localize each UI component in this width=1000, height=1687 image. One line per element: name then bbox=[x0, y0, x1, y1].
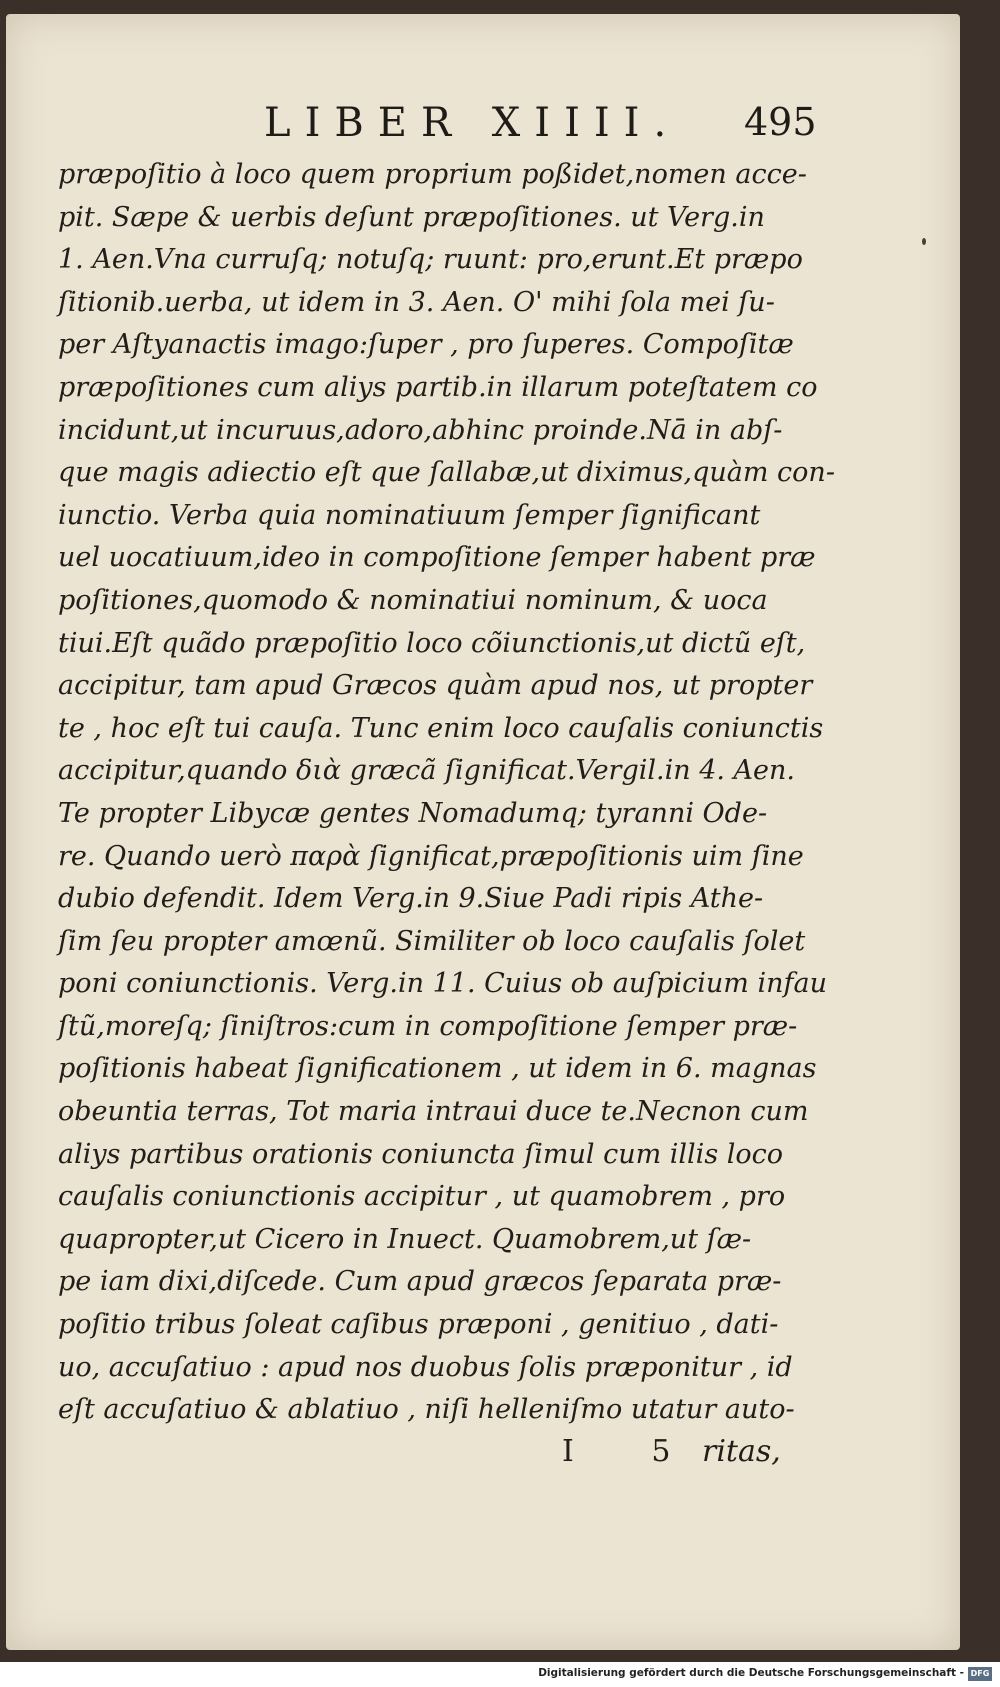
text-line: uel uocatiuum,ideo in compoſitione ſemper habent præ bbox=[58, 542, 816, 574]
credit-bar bbox=[0, 1662, 1000, 1687]
text-line: poſitiones,quomodo & nominatiui nominum, & uoca bbox=[58, 584, 768, 616]
text-line: ſtũ,moreſq; ſiniſtros:cum in compoſitione ſemper præ- bbox=[58, 1010, 798, 1042]
text-line: ſitionib.uerba, ut idem in 3. Aen. O' mihi ſola mei ſu- bbox=[58, 286, 775, 318]
text-line: obeuntia terras, Tot maria intraui duce te.Necnon cum bbox=[58, 1096, 809, 1128]
body-text bbox=[58, 154, 835, 1432]
dfg-logo: DFG bbox=[968, 1667, 992, 1681]
text-line: quapropter,ut Cicero in Inuect. Quamobrem,ut ſæ- bbox=[58, 1223, 752, 1255]
catchword: ritas, bbox=[702, 1434, 781, 1469]
text-line: pit. Sæpe & uerbis deſunt præpoſitiones. ut Verg.in bbox=[58, 201, 765, 233]
page-footer bbox=[6, 1434, 960, 1478]
text-line: uo, accuſatiuo : apud nos duobus ſolis præponitur , id bbox=[58, 1351, 793, 1383]
text-line: accipitur, tam apud Græcos quàm apud nos, ut propter bbox=[58, 670, 813, 702]
ink-speck bbox=[922, 238, 926, 245]
text-line: dubio defendit. Idem Verg.in 9.Siue Padi ripis Athe- bbox=[58, 883, 764, 915]
text-line: que magis adiectio eſt que ſallabæ,ut diximus,quàm con- bbox=[58, 457, 835, 489]
text-line: re. Quando uerò παρὰ ſignificat,præpoſitionis uim ſine bbox=[58, 840, 804, 872]
text-line: tiui.Eſt quãdo præpoſitio loco cõiunctionis,ut dictũ eſt, bbox=[58, 627, 806, 659]
text-line: pe iam dixi,diſcede. Cum apud græcos ſeparata præ- bbox=[58, 1266, 782, 1298]
signature-mark: I 5 bbox=[562, 1434, 705, 1469]
text-line: ſim ſeu propter amœnũ. Similiter ob loco cauſalis ſolet bbox=[58, 925, 806, 957]
text-line: eſt accuſatiuo & ablatiuo , niſi helleniſmo utatur auto- bbox=[58, 1394, 795, 1426]
text-line: poni coniunctionis. Verg.in 11. Cuius ob auſpicium infau bbox=[58, 968, 827, 1000]
text-line: te , hoc eſt tui cauſa. Tunc enim loco cauſalis coniunctis bbox=[58, 712, 824, 744]
book-page bbox=[6, 14, 960, 1650]
text-line: poſitio tribus ſoleat caſibus præponi , genitiuo , dati- bbox=[58, 1309, 779, 1341]
credit-text: Digitalisierung gefördert durch die Deutsche Forschungsgemeinschaft - bbox=[538, 1667, 964, 1679]
text-line: incidunt,ut incuruus,adoro,abhinc proinde.Nā in abſ- bbox=[58, 414, 783, 446]
text-line: cauſalis coniunctionis accipitur , ut quamobrem , pro bbox=[58, 1181, 786, 1213]
folio-number: 495 bbox=[744, 100, 817, 144]
page-header bbox=[6, 100, 960, 150]
text-line: aliys partibus orationis coniuncta ſimul cum illis loco bbox=[58, 1138, 784, 1170]
text-line: 1. Aen.Vna curruſq; notuſq; ruunt: pro,erunt.Et præpo bbox=[58, 244, 803, 276]
text-line: poſitionis habeat ſignificationem , ut idem in 6. magnas bbox=[58, 1053, 817, 1085]
running-title: LIBER XIIII. bbox=[264, 100, 681, 146]
text-line: iunctio. Verba quia nominatiuum ſemper ſignificant bbox=[58, 499, 761, 531]
text-line: accipitur,quando διὰ græcã ſignificat.Vergil.in 4. Aen. bbox=[58, 755, 796, 787]
text-line: per Aſtyanactis imago:ſuper , pro ſuperes. Compoſitæ bbox=[58, 329, 794, 361]
text-line: præpoſitiones cum aliys partib.in illarum poteſtatem co bbox=[58, 371, 818, 403]
text-line: præpoſitio à loco quem proprium poßidet,nomen acce- bbox=[58, 159, 807, 190]
text-line: Te propter Libycæ gentes Nomadumq; tyranni Ode- bbox=[58, 797, 768, 829]
